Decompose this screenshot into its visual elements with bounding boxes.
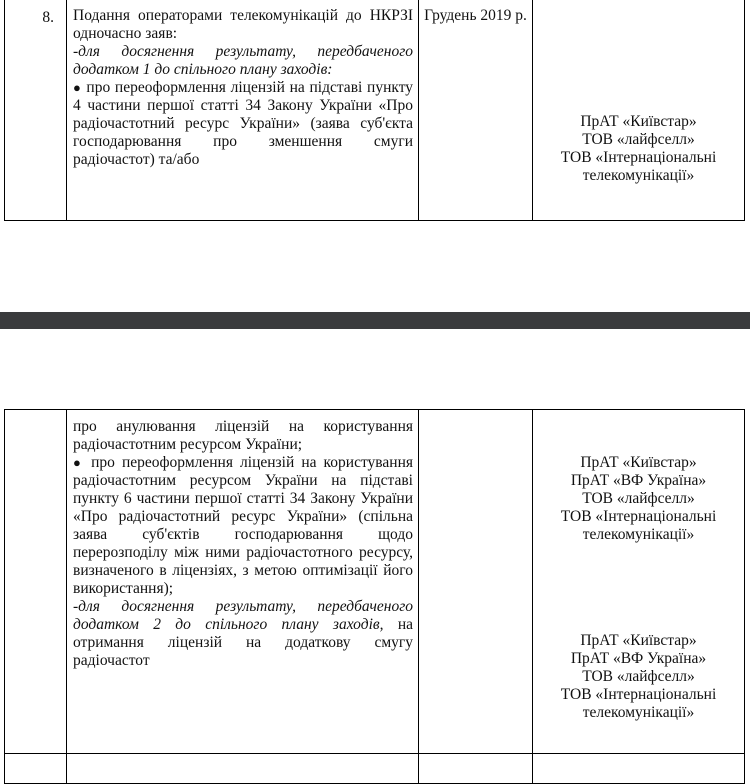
table-row [5,410,745,754]
measure-description [67,410,419,754]
responsible-org: ТОВ «Інтернаціональні телекомунікації» [560,149,717,184]
responsible-group-1 [537,454,740,544]
document-page-top [0,0,750,312]
table-cell [533,754,745,784]
row-number [5,410,67,754]
bullet-text: про переоформлення ліцензій на підставі пункту 4 частини першої статті 34 Закону України «Про радіочастотний ресурс України» (заява суб'єкта господарювання про зменшення смуги радіочастот) та/або [73,79,414,168]
table-cell [67,754,419,784]
responsible-org: ПрАТ «Київстар» [580,632,697,649]
purpose-rest: на отримання ліцензій на додаткову смугу радіочастот [73,616,413,669]
bullet-text: про переоформлення ліцензій на користування радіочастотним ресурсом України на підставі пункту 6 частини першої статті 34 Закону України «Про радіочастотний ресурс України» (спільна заява суб'єктів господарювання щодо перерозподілу між ними радіочастотного ресурсу, визначеного в ліцензіях, з метою оптимізації його використання); [73,454,413,597]
responsible-org: ПрАТ «ВФ Україна» [570,650,707,667]
table-row [5,754,745,784]
responsible-org: ТОВ «лайфселл» [582,490,695,507]
measures-table-top [4,0,745,221]
page-separator [0,312,750,329]
purpose-annex-1: -для досягнення результату, передбаченого додатком 1 до спільного плану заходів: [73,43,413,78]
measures-table-bottom [4,409,745,784]
table-cell [5,754,67,784]
table-row [5,0,745,221]
table-cell [419,754,533,784]
responsible-org: ПрАТ «ВФ Україна» [570,472,707,489]
bullet-item [73,454,413,598]
responsible-org: ТОВ «Інтернаціональні телекомунікації» [560,508,717,543]
bullet-icon: ● [73,455,85,470]
responsible-org: ТОВ «Інтернаціональні телекомунікації» [560,686,717,721]
deadline-cell [419,410,533,754]
responsible-org: ТОВ «лайфселл» [582,668,695,685]
document-page-bottom [0,329,750,757]
measure-title: Подання операторами телекомунікацій до НКРЗІ одночасно заяв: [73,7,413,42]
deadline-cell: Грудень 2019 р. [419,0,533,221]
responsible-group-2 [537,632,740,722]
measure-description [67,0,419,221]
purpose-annex-2 [73,598,413,670]
row-number: 8. [5,0,67,221]
purpose-italic: -для досягнення результату, передбаченого додатком 2 до спільного плану заходів, [73,598,413,633]
bullet-item [73,79,413,169]
responsible-org: ПрАТ «Київстар» [580,454,697,471]
continuation-text: про анулювання ліцензій на користування радіочастотним ресурсом України; [73,418,413,453]
responsible-cell [533,0,745,221]
responsible-org: ТОВ «лайфселл» [582,131,695,148]
responsible-org: ПрАТ «Київстар» [580,113,697,130]
responsible-cell [533,410,745,754]
bullet-icon: ● [73,80,82,95]
